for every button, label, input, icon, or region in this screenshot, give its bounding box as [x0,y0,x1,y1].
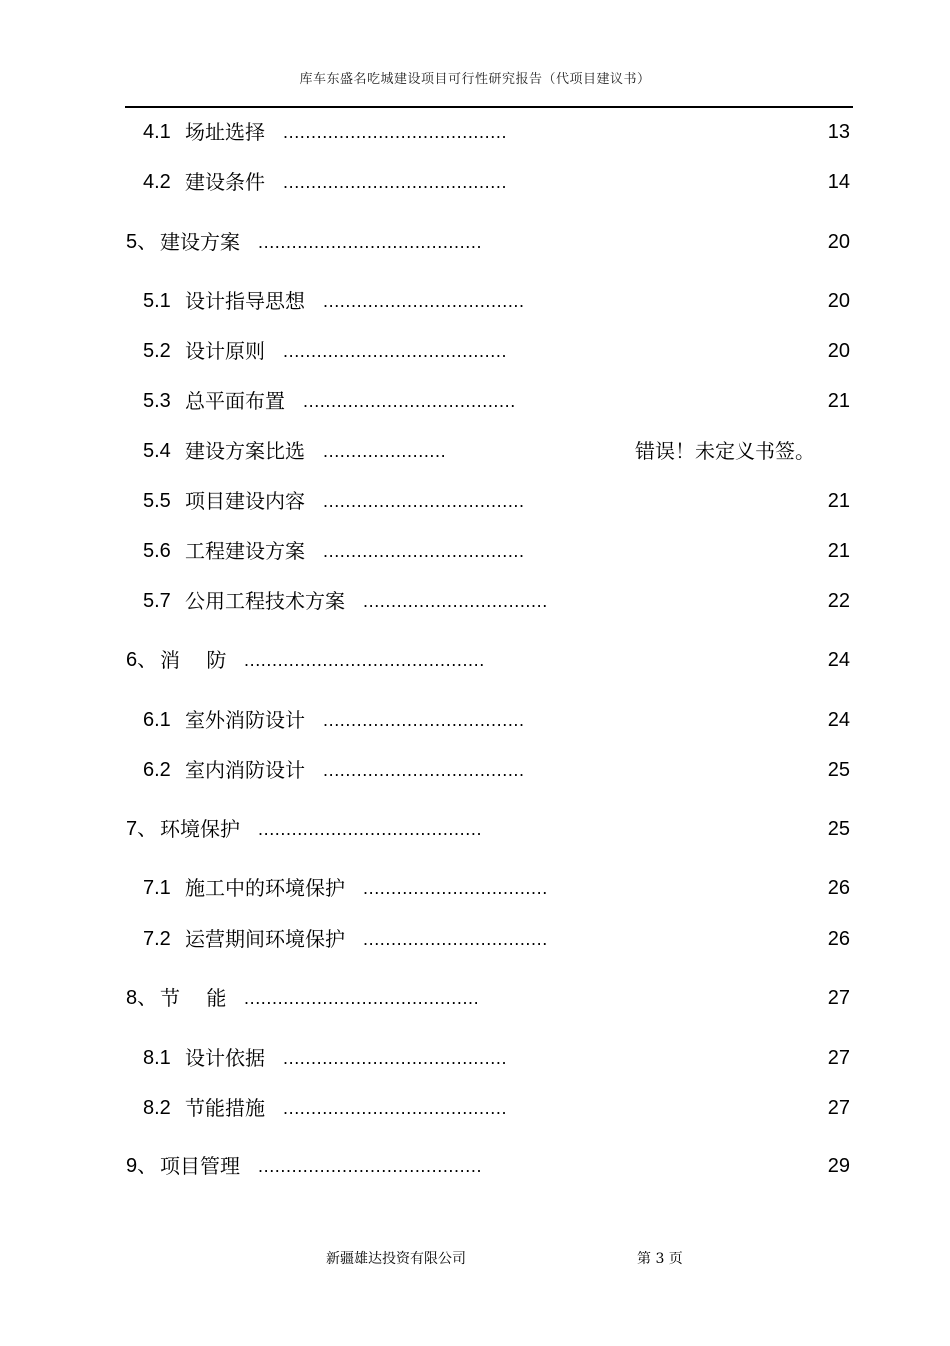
toc-entry-title: 总平面布置 [185,389,285,413]
footer-company: 新疆雄达投资有限公司 [326,1251,466,1267]
toc-entry-leader-dots: ...................... [323,441,447,461]
toc-entry-page-number: 20 [827,340,850,362]
toc-entry-page-number: 25 [827,818,850,840]
toc-entry-leader-dots: .................................... [323,760,525,780]
toc-entry-title: 建设方案比选 [185,439,305,463]
toc-entry-page-number: 27 [827,1047,850,1069]
toc-entry[interactable] [0,285,950,317]
toc-entry-page-number: 22 [827,590,850,612]
toc-entry-leader-dots: ........................................ [283,341,508,361]
toc-entry-leader-dots: ........................................ [283,1098,508,1118]
running-header-title: 库车东盛名吃城建设项目可行性研究报告（代项目建议书） [299,72,651,87]
toc-entry-title: 室外消防设计 [185,708,305,732]
toc-entry[interactable] [0,226,950,258]
toc-entry-leader-dots: .................................... [323,291,525,311]
toc-entry[interactable] [0,754,950,786]
toc-entry-title: 环境保护 [160,817,240,841]
toc-entry-page-number: 24 [827,709,850,731]
toc-entry[interactable] [0,1092,950,1124]
toc-entry-number: 5.7 [143,590,171,612]
toc-entry-bookmark-error: 错误！未定义书签。 [635,439,815,463]
toc-entry-page-number: 21 [827,390,850,412]
toc-entry[interactable] [0,923,950,955]
toc-entry-leader-dots: ........................................ [283,122,508,142]
toc-entry-number: 6.1 [143,709,171,731]
toc-entry-leader-dots: .................................... [323,491,525,511]
toc-entry-title: 施工中的环境保护 [185,876,345,900]
toc-entry[interactable] [0,385,950,417]
toc-entry-leader-dots: ........................................ [283,1048,508,1068]
toc-entry-leader-dots: ...................................... [303,391,516,411]
toc-entry-title: 建设方案 [160,230,240,254]
toc-entry-number: 5.4 [143,440,171,462]
toc-entry-number: 5.1 [143,290,171,312]
toc-entry-leader-dots: ........................................ [258,819,483,839]
toc-entry[interactable] [0,116,950,148]
toc-entry-page-number: 24 [827,649,850,671]
toc-entry-page-number: 26 [827,877,850,899]
toc-entry[interactable] [0,1042,950,1074]
toc-entry[interactable] [0,704,950,736]
toc-entry-leader-dots: ........................................ [258,1156,483,1176]
toc-entry-title: 节能措施 [185,1096,265,1120]
toc-entry[interactable] [0,535,950,567]
toc-entry-title: 节 能 [160,986,227,1010]
toc-entry-number: 5.6 [143,540,171,562]
toc-entry-number: 8.1 [143,1047,171,1069]
toc-entry[interactable] [0,585,950,617]
toc-entry-page-number: 14 [827,171,850,193]
toc-entry-page-number: 21 [827,490,850,512]
toc-entry-leader-dots: .......................................... [244,988,480,1008]
footer-page-number: 第 3 页 [637,1251,683,1267]
toc-entry-title: 室内消防设计 [185,758,305,782]
toc-entry-number: 5.2 [143,340,171,362]
toc-entry[interactable] [0,335,950,367]
toc-entry-number: 5.5 [143,490,171,512]
toc-entry-page-number: 21 [827,540,850,562]
toc-entry[interactable] [0,813,950,845]
toc-entry-title: 设计原则 [185,339,265,363]
toc-entry[interactable] [0,644,950,676]
toc-entry[interactable] [0,872,950,904]
toc-entry-page-number: 29 [827,1155,850,1177]
toc-entry-leader-dots: ................................. [363,878,548,898]
toc-entry-leader-dots: .................................... [323,710,525,730]
toc-entry[interactable] [0,485,950,517]
toc-entry-leader-dots: ........................................ [258,232,483,252]
toc-entry-number: 5.3 [143,390,171,412]
toc-entry-number: 7、 [126,818,158,840]
toc-entry-number: 8.2 [143,1097,171,1119]
toc-entry-number: 7.1 [143,877,171,899]
toc-entry-page-number: 20 [827,231,850,253]
toc-entry-number: 6.2 [143,759,171,781]
toc-entry-title: 设计指导思想 [185,289,305,313]
toc-entry-number: 6、 [126,649,158,671]
toc-entry-title: 建设条件 [185,170,265,194]
toc-entry-number: 9、 [126,1155,158,1177]
toc-entry-number: 5、 [126,231,158,253]
toc-entry-number: 7.2 [143,928,171,950]
toc-entry[interactable] [0,1150,950,1182]
toc-entry-leader-dots: .................................... [323,541,525,561]
toc-entry-title: 项目管理 [160,1154,240,1178]
toc-entry-number: 8、 [126,987,158,1009]
toc-entry-title: 工程建设方案 [185,539,305,563]
toc-entry-title: 运营期间环境保护 [185,927,345,951]
toc-entry-page-number: 13 [827,121,850,143]
toc-entry-leader-dots: ................................. [363,591,548,611]
toc-entry-number: 4.2 [143,171,171,193]
toc-entry-title: 公用工程技术方案 [185,589,345,613]
header-divider [125,106,853,108]
toc-entry-page-number: 20 [827,290,850,312]
toc-entry-number: 4.1 [143,121,171,143]
toc-entry-page-number: 25 [827,759,850,781]
toc-entry-title: 消 防 [160,648,227,672]
toc-entry-leader-dots: ........................................... [244,650,485,670]
toc-entry-page-number: 27 [827,987,850,1009]
toc-entry-page-number: 26 [827,928,850,950]
toc-entry-leader-dots: ........................................ [283,172,508,192]
toc-entry-title: 设计依据 [185,1046,265,1070]
toc-entry[interactable] [0,982,950,1014]
toc-entry-leader-dots: ................................. [363,929,548,949]
toc-entry[interactable] [0,435,950,467]
toc-entry-page-number: 27 [827,1097,850,1119]
toc-entry-title: 场址选择 [185,120,265,144]
toc-entry-title: 项目建设内容 [185,489,305,513]
toc-entry[interactable] [0,166,950,198]
